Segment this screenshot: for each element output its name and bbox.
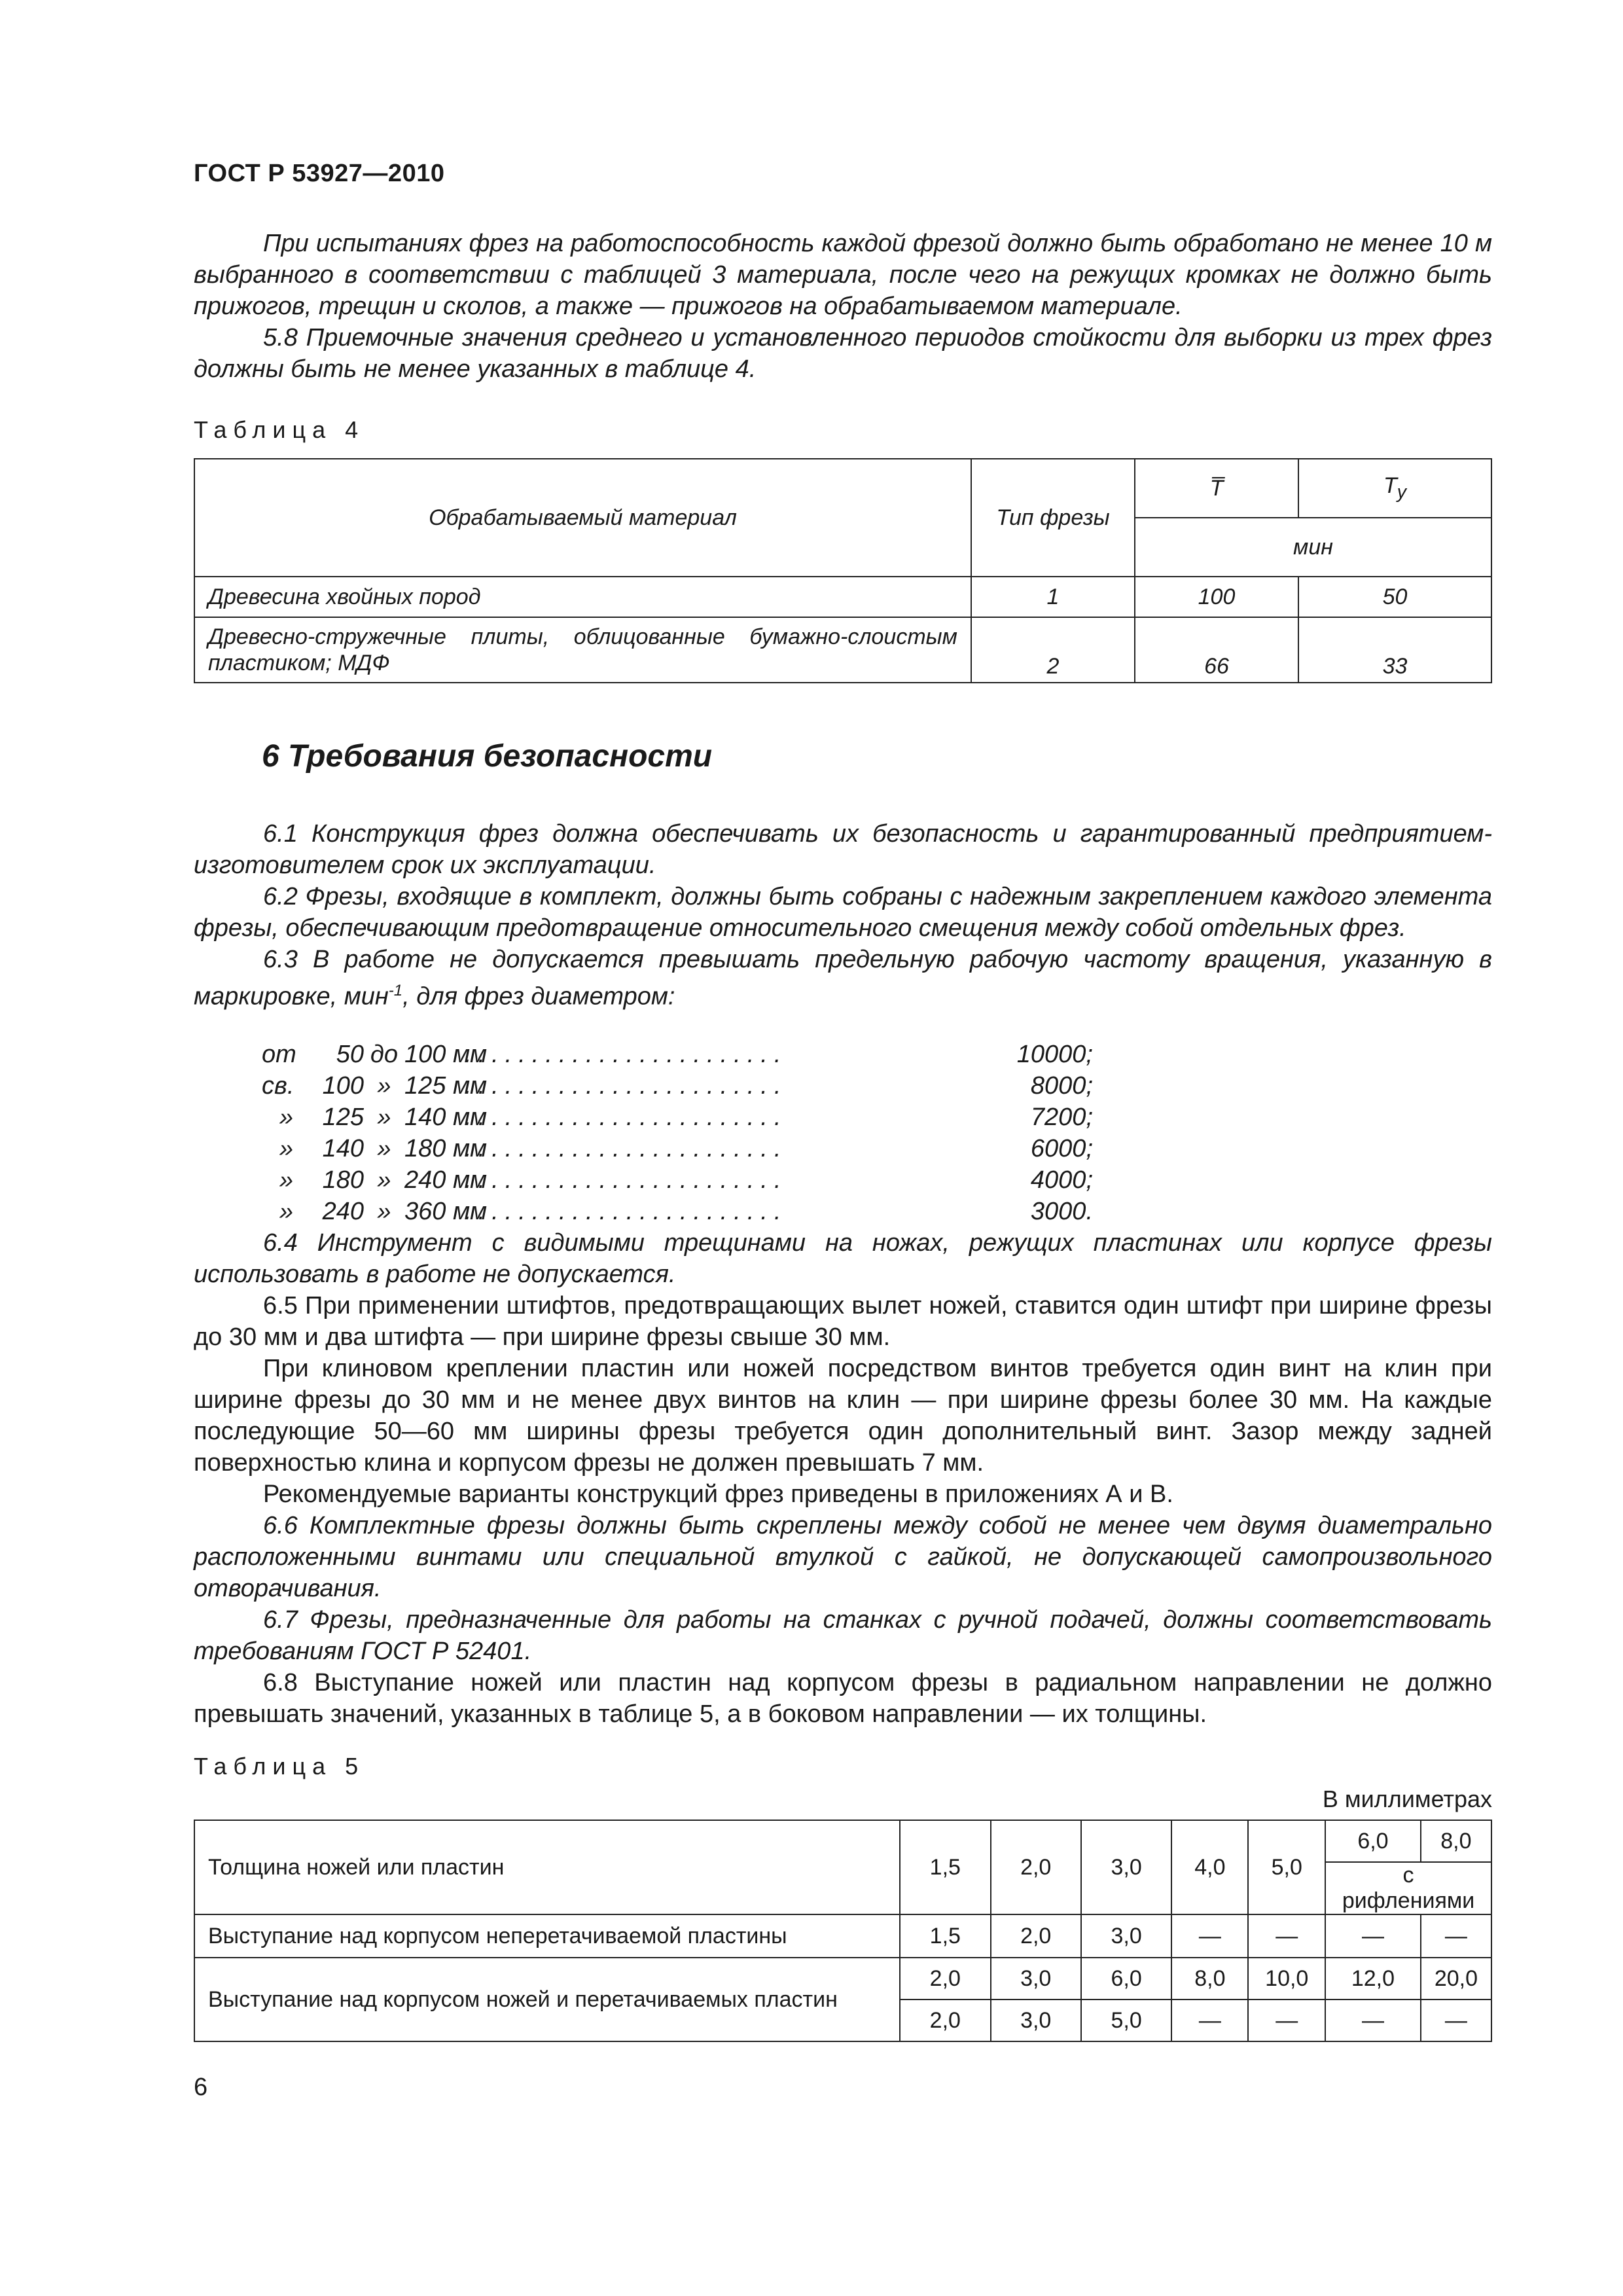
table5-cell: 2,0 [900, 1958, 990, 2000]
table4-header-unit: мин [1135, 518, 1491, 577]
section-6-title: 6 Требования безопасности [262, 739, 713, 774]
speed-prefix: » [279, 1103, 293, 1131]
page-number: 6 [194, 2073, 208, 2101]
table5-cell: 3,0 [991, 2000, 1081, 2041]
speed-value: 8000; [1030, 1072, 1093, 1100]
table5-ribbed-thickness: 6,0 [1325, 1820, 1421, 1862]
speed-value: 6000; [1030, 1135, 1093, 1162]
clause-5-8: 5.8 Приемочные значения среднего и установленного периодов стойкости для выборки из трех фрез должны быть не менее указанных в таблице 4. [194, 324, 1492, 383]
table5-cell: — [1421, 2000, 1491, 2041]
clause-6-5: 6.5 При применении штифтов, предотвращающих вылет ножей, ставится один штифт при ширине фрезы до 30 мм и два штифта — при ширине фрезы свыше 30 мм. [194, 1292, 1492, 1351]
speed-to-word: » [377, 1072, 391, 1100]
speed-from: 140 [322, 1135, 364, 1162]
clause-6-5-recommended: Рекомендуемые варианты конструкций фрез приведены в приложениях А и В. [263, 1480, 1173, 1508]
table5-cell: 2,0 [991, 1914, 1081, 1958]
clause-6-6: 6.6 Комплектные фрезы должны быть скреплены между собой не менее чем двумя диаметрально расположенными винтами или специальной втулкой с гайкой, не допускающей самопроизвольного отворачивания. [194, 1512, 1492, 1602]
speed-prefix: » [279, 1166, 293, 1194]
clause-6-7: 6.7 Фрезы, предназначенные для работы на станках с ручной подачей, должны соответствовать требованиям ГОСТ Р 52401. [194, 1606, 1492, 1665]
speed-row [262, 1133, 1093, 1164]
table5-thickness: 5,0 [1248, 1820, 1325, 1914]
clause-6-8: 6.8 Выступание ножей или пластин над корпусом фрезы в радиальном направлении не должно превышать значений, указанных в таблице 5, а в боковом направлении — их толщины. [194, 1669, 1492, 1728]
table-4 [194, 458, 1492, 683]
table5-cell: 8,0 [1171, 1958, 1248, 2000]
clause-6-3-sup: -1 [388, 982, 403, 999]
speed-leader: ........................ [465, 1072, 788, 1100]
table5-cell: — [1421, 1914, 1491, 1958]
speed-row [262, 1039, 1093, 1070]
table5-cell: — [1248, 2000, 1325, 2041]
speed-prefix: » [279, 1135, 293, 1162]
table5-cell: 2,0 [900, 2000, 990, 2041]
table5-row1-label: Выступание над корпусом неперетачиваемой пластины [194, 1914, 900, 1958]
table5-label: Таблица 5 [194, 1753, 365, 1780]
table4-header-type: Тип фрезы [971, 459, 1135, 577]
table5-cell: 20,0 [1421, 1958, 1491, 2000]
table4-header-material: Обрабатываемый материал [194, 459, 971, 577]
speed-prefix: » [279, 1198, 293, 1225]
table4-cell-ty: 50 [1298, 577, 1491, 617]
speed-from: 125 [322, 1103, 364, 1131]
speed-to-word: » [377, 1166, 391, 1194]
table5-cell: — [1325, 2000, 1421, 2041]
speed-to: 100 мм [404, 1041, 488, 1068]
table-row [194, 617, 1491, 683]
speed-value: 4000; [1030, 1166, 1093, 1194]
clause-6-3-text: 6.3 В работе не допускается превышать предельную рабочую частоту вращения, указанную в маркировке, мин [194, 946, 1492, 1011]
table5-ribbed-label: с рифлениями [1325, 1862, 1491, 1914]
table5-thickness: 1,5 [900, 1820, 990, 1914]
table5-cell: 10,0 [1248, 1958, 1325, 2000]
table4-header-ty-base: T [1383, 473, 1397, 499]
table-5 [194, 1820, 1492, 2042]
speed-to: 180 мм [404, 1135, 488, 1162]
clause-6-5-wedge: При клиновом креплении пластин или ножей посредством винтов требуется один винт на клин при ширине фрезы до 30 мм и не менее двух винтов на клин — при ширине фрезы более 30 мм. На каждые последующие 50—60 мм ширины фрезы требуется один дополнительный винт. Зазор между задней поверхностью клина и корпусом фрезы не должен превышать 7 мм. [194, 1355, 1492, 1477]
section-6-part-1 [194, 818, 1492, 1013]
table4-cell-t: 100 [1135, 577, 1298, 617]
speed-prefix: св. [262, 1072, 294, 1100]
speed-row [262, 1164, 1093, 1196]
intro-paragraph-1: При испытаниях фрез на работоспособность каждой фрезой должно быть обработано не менее 10 м выбранного в соответствии с таблицей 3 материала, после чего на режущих кромках не должно быть прижогов, трещин и сколов, а также — прижогов на обрабатываемом материале. [194, 230, 1492, 320]
table5-ribbed-thickness: 8,0 [1421, 1820, 1491, 1862]
speed-from: 100 [322, 1072, 364, 1100]
table-row [194, 577, 1491, 617]
table5-cell: — [1248, 1914, 1325, 1958]
intro-block [194, 228, 1492, 385]
table4-cell-material: Древесина хвойных пород [194, 577, 971, 617]
speed-value: 3000. [1030, 1198, 1093, 1225]
speed-to-word: » [377, 1135, 391, 1162]
table4-cell-type: 1 [971, 577, 1135, 617]
clause-6-2: 6.2 Фрезы, входящие в комплект, должны быть собраны с надежным закреплением каждого элемента фрезы, обеспечивающим предотвращение относительного смещения между собой отдельных фрез. [194, 883, 1492, 942]
table5-cell: — [1325, 1914, 1421, 1958]
table5-thickness: 4,0 [1171, 1820, 1248, 1914]
table-row [194, 1914, 1491, 1958]
table4-label: Таблица 4 [194, 416, 365, 443]
clause-6-3-tail: , для фрез диаметром: [402, 982, 675, 1011]
speed-leader: ........................ [465, 1198, 788, 1225]
speed-leader: ........................ [465, 1041, 788, 1068]
table5-cell: 6,0 [1081, 1958, 1171, 2000]
table5-cell: 5,0 [1081, 2000, 1171, 2041]
table5-cell: 3,0 [991, 1958, 1081, 2000]
speed-to-word: » [377, 1103, 391, 1131]
table5-cell: 1,5 [900, 1914, 990, 1958]
speed-to-word: » [377, 1198, 391, 1225]
table4-cell-t: 66 [1135, 617, 1298, 683]
document-header: ГОСТ Р 53927—2010 [194, 160, 445, 187]
table5-row2-label: Выступание над корпусом ножей и перетачиваемых пластин [194, 1958, 900, 2041]
table4-header-t: T̅ [1135, 459, 1298, 518]
clause-6-4: 6.4 Инструмент с видимыми трещинами на ножах, режущих пластинах или корпусе фрезы использовать в работе не допускается. [194, 1229, 1492, 1288]
speed-leader: ........................ [465, 1166, 788, 1194]
table4-cell-material: Древесно-стружечные плиты, облицованные бумажно-слоистым пластиком; МДФ [194, 617, 971, 683]
table-row [194, 1958, 1491, 2000]
speed-value: 7200; [1030, 1103, 1093, 1131]
table5-cell: — [1171, 2000, 1248, 2041]
table5-units: В миллиметрах [1322, 1785, 1492, 1812]
clause-6-3 [194, 944, 1492, 1013]
table4-header-ty-sub: у [1397, 481, 1406, 503]
table4-cell-ty: 33 [1298, 617, 1491, 683]
speed-to: 240 мм [404, 1166, 488, 1194]
table4-header-ty [1298, 459, 1491, 518]
speed-leader: ........................ [465, 1135, 788, 1162]
speed-to-word: до [370, 1041, 399, 1068]
speed-to: 140 мм [404, 1103, 488, 1131]
speed-prefix: от [262, 1041, 296, 1068]
table5-thickness: 2,0 [991, 1820, 1081, 1914]
table5-thickness: 3,0 [1081, 1820, 1171, 1914]
speed-list [262, 1039, 1093, 1227]
speed-from: 180 [322, 1166, 364, 1194]
speed-row [262, 1196, 1093, 1227]
section-6-part-2 [194, 1227, 1492, 1730]
table5-cell: 12,0 [1325, 1958, 1421, 2000]
speed-from: 240 [322, 1198, 364, 1225]
table4-cell-type: 2 [971, 617, 1135, 683]
speed-value: 10000; [1016, 1041, 1093, 1068]
table5-cell: 3,0 [1081, 1914, 1171, 1958]
speed-to: 360 мм [404, 1198, 488, 1225]
speed-from: 50 [336, 1041, 364, 1068]
clause-6-1: 6.1 Конструкция фрез должна обеспечивать их безопасность и гарантированный предприятием-изготовителем срок их эксплуатации. [194, 820, 1492, 879]
table5-cell: — [1171, 1914, 1248, 1958]
speed-row [262, 1070, 1093, 1102]
speed-to: 125 мм [404, 1072, 488, 1100]
speed-row [262, 1102, 1093, 1133]
table5-header-thickness: Толщина ножей или пластин [194, 1820, 900, 1914]
speed-leader: ........................ [465, 1103, 788, 1131]
